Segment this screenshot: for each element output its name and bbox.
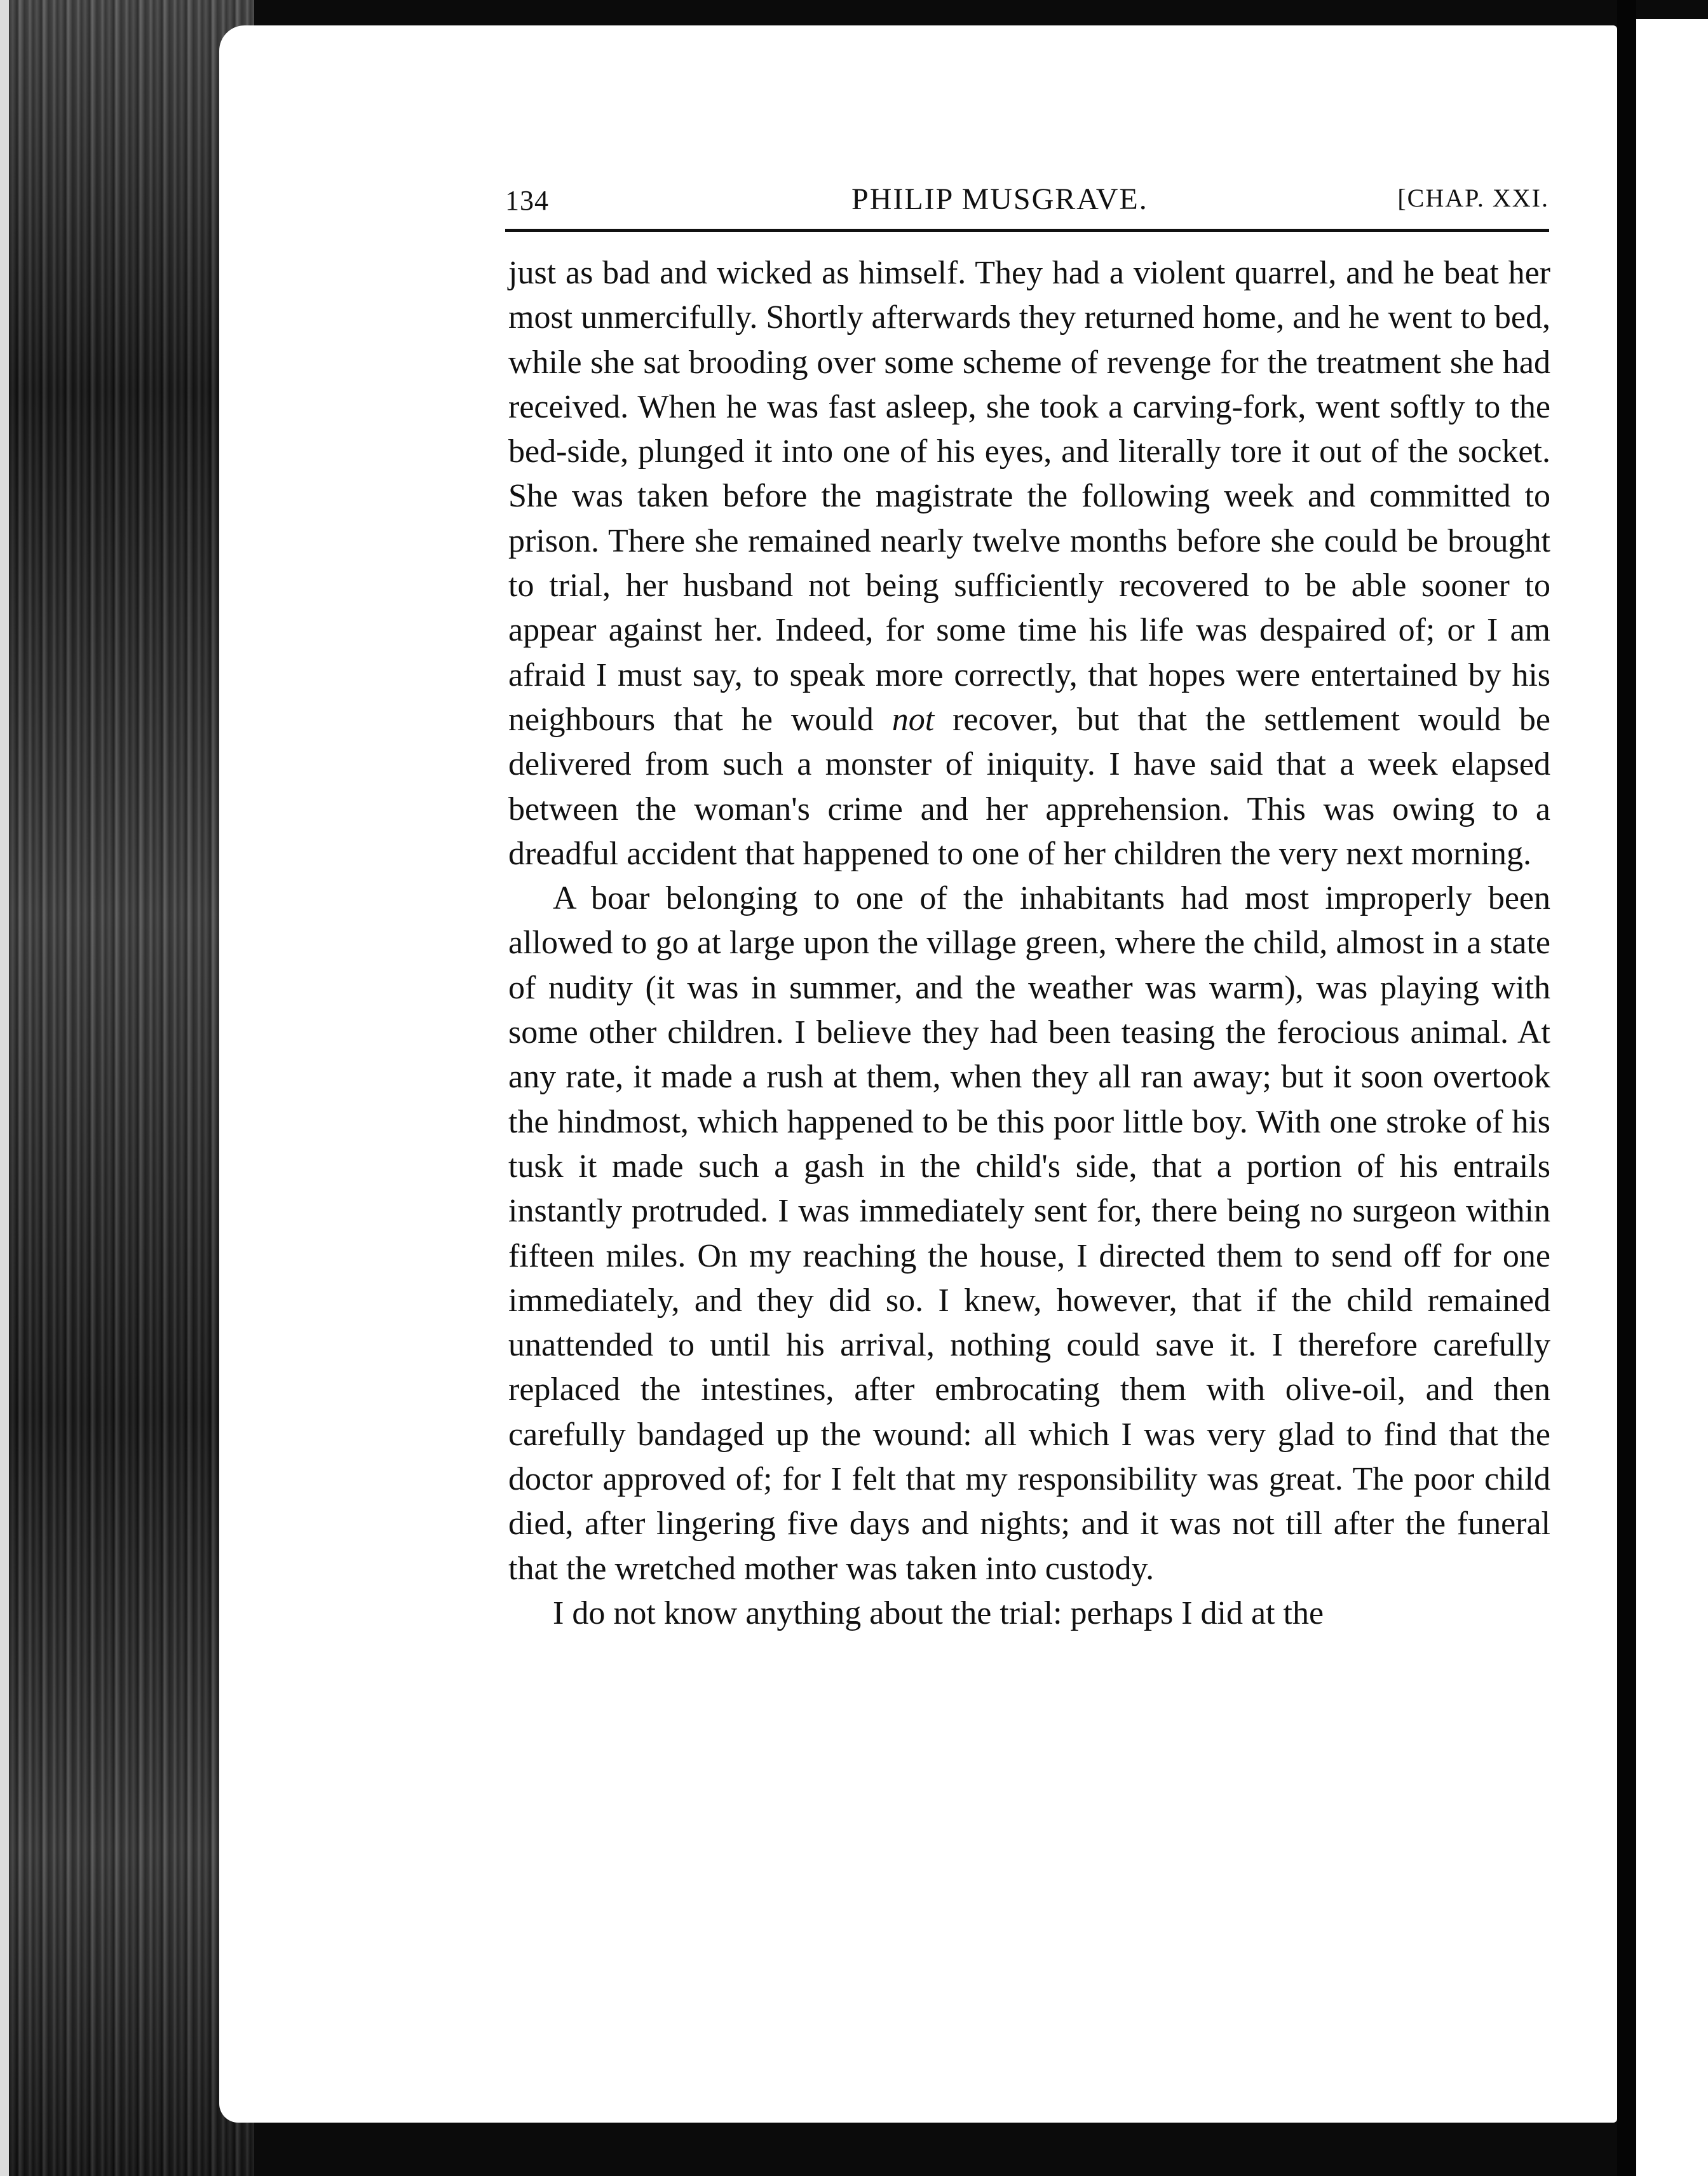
header-rule — [505, 229, 1549, 232]
paragraph — [508, 876, 1550, 1591]
running-title: PHILIP MUSGRAVE. — [851, 182, 1148, 216]
emphasis-text: not — [891, 701, 935, 738]
body-text — [508, 251, 1550, 1636]
paragraph-text-continued: recover, but that the settlement would be delivered from such a monster of iniquity. I have said that a week elapsed between the woman's crime and her apprehension. This was owing to a dreadful accident that happened to one of her children the very next morning. — [508, 701, 1550, 872]
page-number: 134 — [505, 185, 549, 216]
paragraph-text: A boar belonging to one of the inhabitants had most improperly been allowed to go at large upon the village green, where the child, almost in a state of nudity (it was in summer, and the weather was warm), was playing with some other children. I believe they had been teasing the ferocious animal. At any rate, it made a rush at them, when they all ran away; but it soon overtook the hindmost, which happened to be this poor little boy. With one stroke of his tusk it made such a gash in the child's side, that a portion of his entrails instantly protruded. I was immediately sent for, there being no surgeon within fifteen miles. On my reaching the house, I directed them to send off for one immediately, and they did so. I knew, however, that if the child remained unattended to until his arrival, nothing could save it. I therefore carefully replaced the intestines, after embrocating them with olive-oil, and then carefully bandaged up the wound: all which I was very glad to find that the doctor approved of; for I felt that my responsibility was great. The poor child died, after lingering five days and nights; and it was not till after the funeral that the wretched mother was taken into custody. — [508, 880, 1550, 1587]
scan-border — [0, 0, 9, 2176]
paragraph — [508, 251, 1550, 876]
next-page-edge — [1636, 19, 1708, 2176]
book-fore-edge — [0, 0, 254, 2176]
paragraph — [508, 1591, 1550, 1636]
page-header — [505, 173, 1549, 230]
page-gap — [1617, 0, 1636, 2176]
paragraph-text: just as bad and wicked as himself. They had a violent quarrel, and he beat her most unmercifully. Shortly afterwards they returned home, and he went to bed, while she sat brooding over some scheme of revenge for the treatment she had received. When he was fast asleep, she took a carving-fork, went softly to the bed-side, plunged it into one of his eyes, and literally tore it out of the socket. She was taken before the magistrate the following week and committed to prison. There she remained nearly twelve months before she could be brought to trial, her husband not being sufficiently recovered to be able sooner to appear against her. Indeed, for some time his life was despaired of; or I am afraid I must say, to speak more correctly, that hopes were entertained by his neighbours that he would — [508, 255, 1550, 738]
paragraph-text: I do not know anything about the trial: perhaps I did at the — [553, 1595, 1324, 1631]
chapter-label: [CHAP. XXI. — [1397, 184, 1549, 212]
